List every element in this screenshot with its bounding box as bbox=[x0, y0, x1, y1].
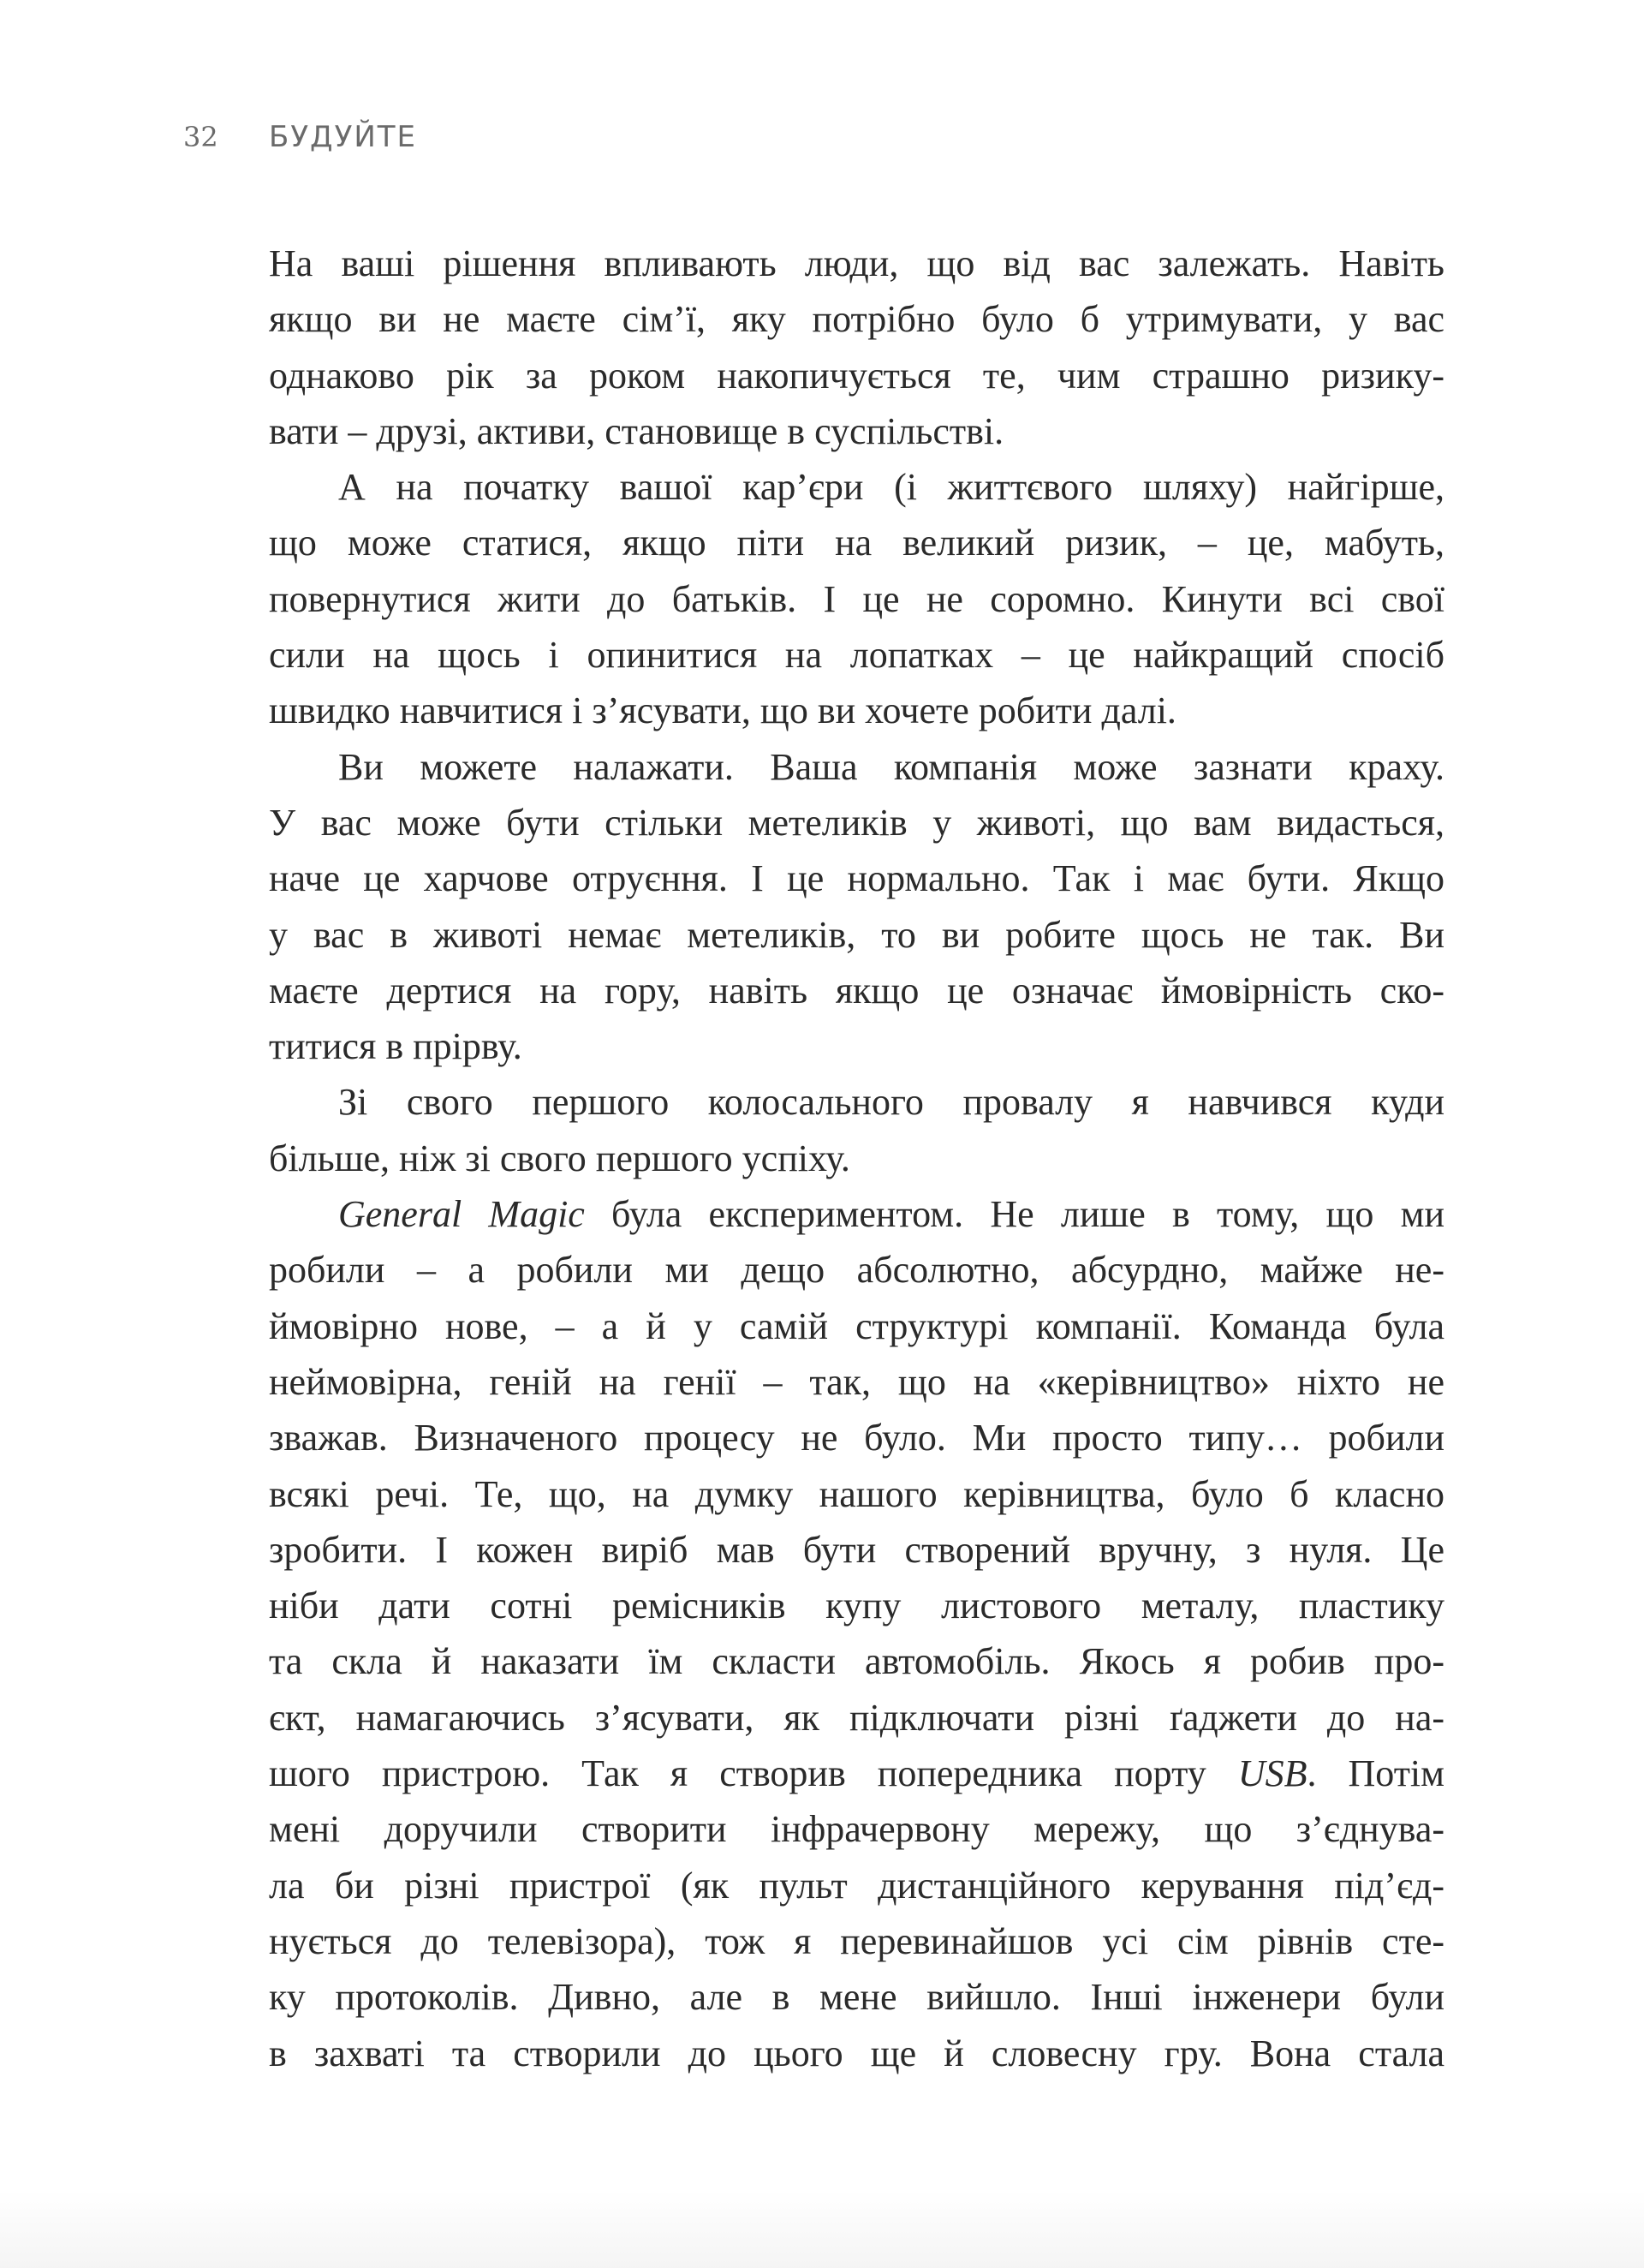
text-line bbox=[269, 739, 1444, 795]
text-span: А на початку вашої кар’єри (і життєвого шляху) найгірше, bbox=[338, 466, 1444, 509]
text-span: наче це харчове отруєння. І це нормально. Так і має бути. Якщо bbox=[269, 857, 1444, 900]
text-line bbox=[269, 459, 1444, 515]
chapter-title: БУДУЙТЕ bbox=[269, 120, 418, 154]
text-line bbox=[269, 403, 1444, 459]
text-line bbox=[269, 907, 1444, 963]
text-span: що може статися, якщо піти на великий ризик, – це, мабуть, bbox=[269, 522, 1444, 564]
text-line bbox=[269, 627, 1444, 683]
text-span: однаково рік за роком накопичується те, чим страшно ризику- bbox=[269, 354, 1444, 397]
text-line bbox=[269, 1522, 1444, 1578]
text-line bbox=[269, 571, 1444, 627]
text-span: у вас в животі немає метеликів, то ви робите щось не так. Ви bbox=[269, 913, 1444, 956]
text-line bbox=[269, 1242, 1444, 1298]
text-line bbox=[269, 1690, 1444, 1746]
text-span: повернутися жити до батьків. І це не соромно. Кинути всі свої bbox=[269, 577, 1444, 620]
text-line bbox=[269, 850, 1444, 906]
text-line bbox=[269, 291, 1444, 347]
text-line bbox=[269, 1074, 1444, 1130]
text-line bbox=[269, 1131, 1444, 1186]
text-span: мені доручили створити інфрачервону мережу, що з’єднува- bbox=[269, 1808, 1444, 1851]
text-line bbox=[269, 1746, 1444, 1801]
text-span: шого пристрою. Так я створив попередника порту bbox=[269, 1752, 1238, 1795]
text-span: робили – а робили ми дещо абсолютно, абсурдно, майже не- bbox=[269, 1249, 1444, 1292]
text-span: зважав. Визначеного процесу не було. Ми просто типу… робили bbox=[269, 1417, 1444, 1459]
body-text bbox=[269, 236, 1444, 2081]
page-shadow bbox=[0, 2191, 1644, 2268]
text-span: ку протоколів. Дивно, але в мене вийшло. Інші інженери були bbox=[269, 1976, 1444, 2019]
text-span: швидко навчитися і з’ясувати, що ви хочете робити далі. bbox=[269, 689, 1176, 732]
text-line bbox=[269, 1578, 1444, 1633]
italic-text: USB bbox=[1237, 1752, 1307, 1795]
text-span: нується до телевізора), тож я перевинайшов усі сім рівнів сте- bbox=[269, 1919, 1444, 1962]
text-span: всякі речі. Те, що, на думку нашого керівництва, було б класно bbox=[269, 1472, 1444, 1515]
text-line bbox=[269, 2026, 1444, 2081]
text-line bbox=[269, 1298, 1444, 1354]
text-span: в захваті та створили до цього ще й словесну гру. Вона стала bbox=[269, 2032, 1444, 2074]
text-line bbox=[269, 1858, 1444, 1913]
text-line bbox=[269, 1186, 1444, 1242]
text-span: У вас може бути стільки метеликів у животі, що вам видасться, bbox=[269, 801, 1444, 844]
text-span: маєте дертися на гору, навіть якщо це означає ймовірність ско- bbox=[269, 969, 1444, 1012]
text-span: єкт, намагаючись з’ясувати, як підключати різні ґаджети до на- bbox=[269, 1696, 1444, 1739]
text-span: ймовірно нове, – а й у самій структурі компанії. Команда була bbox=[269, 1304, 1444, 1347]
text-span: неймовірна, геній на генії – так, що на «керівництво» ніхто не bbox=[269, 1360, 1444, 1403]
text-span: Зі свого першого колосального провалу я навчився куди bbox=[338, 1081, 1444, 1124]
text-span: більше, ніж зі свого першого успіху. bbox=[269, 1137, 850, 1179]
text-line bbox=[269, 1410, 1444, 1465]
text-span: сили на щось і опинитися на лопатках – це найкращий спосіб bbox=[269, 634, 1444, 677]
text-span: вати – друзі, активи, становище в суспільстві. bbox=[269, 409, 1004, 452]
text-line bbox=[269, 683, 1444, 738]
text-span: ніби дати сотні ремісників купу листового металу, пластику bbox=[269, 1585, 1444, 1627]
italic-text: General Magic bbox=[338, 1193, 585, 1236]
text-line bbox=[269, 795, 1444, 850]
text-line bbox=[269, 1466, 1444, 1522]
text-span: На ваші рішення впливають люди, що від вас залежать. Навіть bbox=[269, 242, 1444, 284]
page-number: 32 bbox=[183, 121, 218, 153]
text-line bbox=[269, 963, 1444, 1018]
text-span: Ви можете налажати. Ваша компанія може зазнати краху. bbox=[338, 745, 1444, 788]
text-line bbox=[269, 515, 1444, 570]
text-span: . Потім bbox=[1307, 1752, 1444, 1795]
text-span: зробити. І кожен виріб мав бути створений вручну, з нуля. Це bbox=[269, 1528, 1444, 1571]
text-span: титися в прірву. bbox=[269, 1025, 522, 1068]
text-line bbox=[269, 1018, 1444, 1074]
text-span: та скла й наказати їм скласти автомобіль. Якось я робив про- bbox=[269, 1640, 1444, 1683]
text-line bbox=[269, 236, 1444, 291]
text-line bbox=[269, 1969, 1444, 2025]
text-span: була експериментом. Не лише в тому, що ми bbox=[584, 1193, 1444, 1236]
text-line bbox=[269, 348, 1444, 403]
text-line bbox=[269, 1801, 1444, 1857]
running-head bbox=[183, 120, 417, 154]
text-line bbox=[269, 1633, 1444, 1689]
text-span: якщо ви не маєте сім’ї, яку потрібно було б утримувати, у вас bbox=[269, 298, 1444, 341]
text-line bbox=[269, 1913, 1444, 1969]
text-line bbox=[269, 1354, 1444, 1410]
text-span: ла би різні пристрої (як пульт дистанційного керування під’єд- bbox=[269, 1864, 1444, 1907]
